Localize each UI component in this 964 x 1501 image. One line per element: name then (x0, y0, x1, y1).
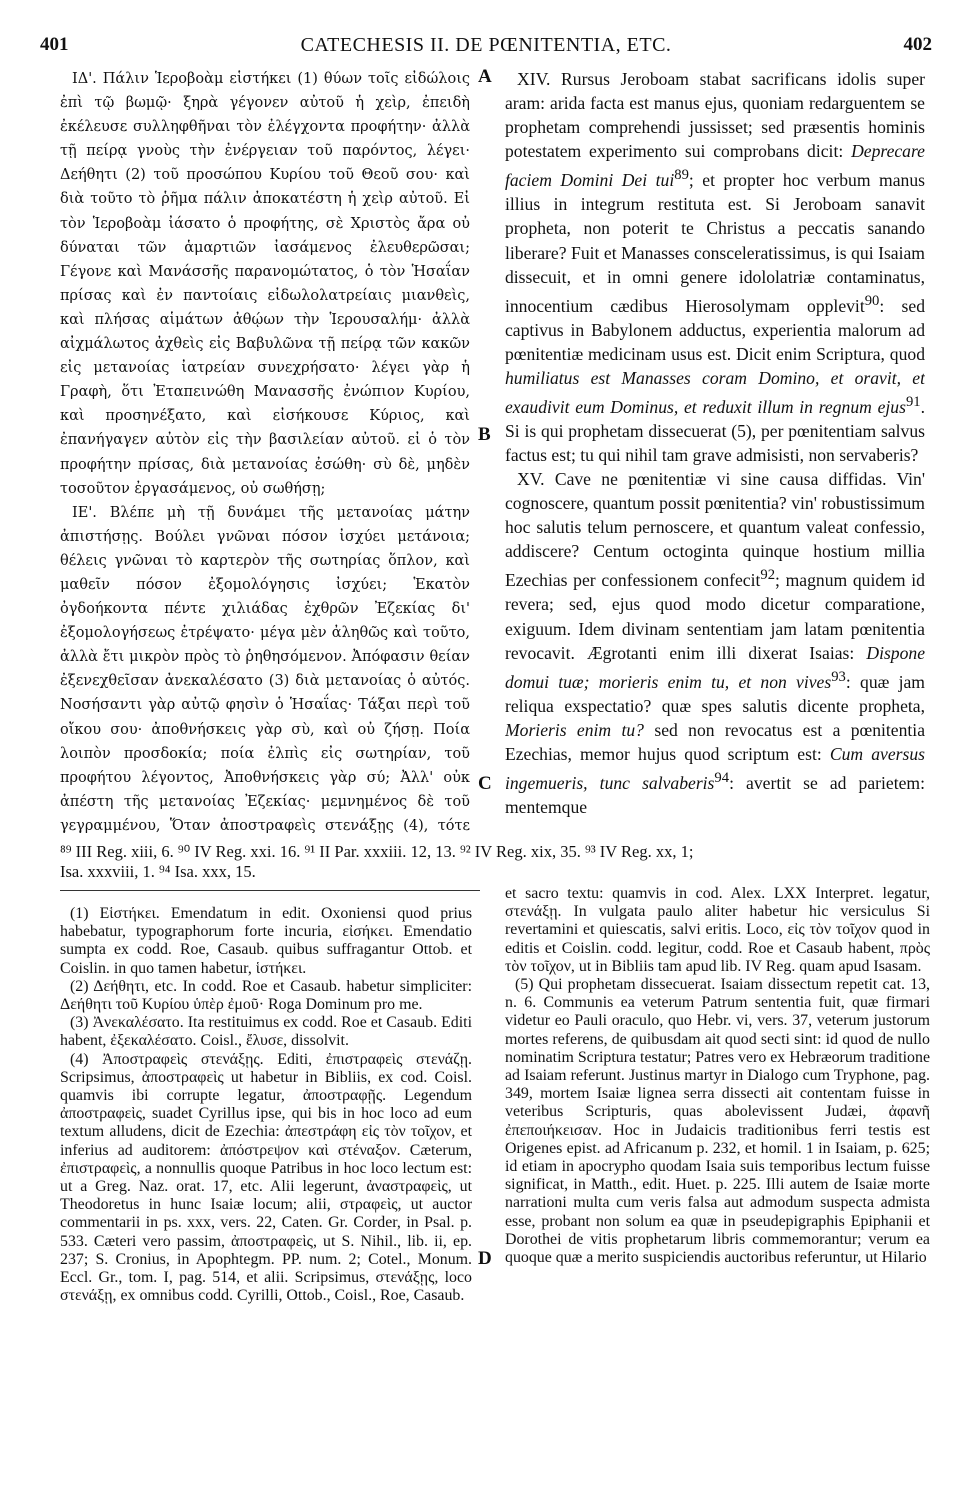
footnote-ref: 93 (831, 668, 846, 685)
scripture-references-line-1: ⁸⁹ III Reg. xiii, 6. ⁹⁰ IV Reg. xxi. 16. ⁹¹ II Par. xxxiii. 12, 13. ⁹² IV Reg. xix, 35. ⁹³ IV Reg. xx, 1; (60, 842, 694, 861)
footnotes-left-column (60, 905, 472, 1480)
margin-marker-a: A (478, 66, 492, 87)
latin-text: : avertit se ad parietem: mentemque (505, 772, 925, 817)
latin-text: XV. Cave ne pœnitentiæ vi sine causa diffidas. Vin' cognoscere, quantum possit pœnitentia? vin' robustissimum hoc salutis telum pernoscere, et quantum valeat confessio, addiscere? Centum octoginta quinque hostium millia Ezechias per confessionem confecit (505, 469, 925, 591)
greek-paragraph-14: ΙΔ'. Πάλιν Ἱεροβοὰμ εἱστήκει (1) θύων τοῖς εἰδώλοις ἐπὶ τῷ βωμῷ· ξηρὰ γέγονεν αὐτοῦ ἡ χεὶρ, ἐπειδὴ ἐκέλευσε συλληφθῆναι τὸν ἐλέγχοντα προφήτην· ἀλλὰ τῇ πείρᾳ γνοὺς τὴν ἐνέργειαν τοῦ παρόντος, λέγει· Δεήθητι (2) τοῦ προσώπου Κυρίου τοῦ Θεοῦ σου· καὶ διὰ τοῦτο τὸ ῥῆμα πάλιν ἀποκατέστη ἡ χεὶρ αὐτοῦ. Εἰ τὸν Ἱεροβοὰμ ἰάσατο ὁ προφήτης, σὲ Χριστὸς ἄρα οὐ δύναται τῶν ἁμαρτιῶν ἰασάμενος ἐλευθερῶσαι; Γέγονε καὶ Μανάσσῆς παρανομώτατος, ὁ τὸν Ἡσαΐαν πρίσας καὶ ἐν παντοίαις εἰδωλολατρείαις μιανθεὶς, καὶ πλήσας αἱμάτων ἀθῴων τὴν Ἱερουσαλήμ· ἀλλὰ αἰχμάλωτος ἀχθεὶς εἰς Βαβυλῶνα τῇ πείρᾳ τῶν κακῶν εἰς μετανοίας ἰατρείαν συνεχρήσατο· λέγει γὰρ ἡ Γραφὴ, ὅτι Ἐταπεινώθη Μανασσῆς ἐνώπιον Κυρίου, καὶ προσηνέξατο, καὶ εἰσήκουσε Κύριος, καὶ ἐπανήγαγεν αὐτὸν εἰς τὴν βασιλείαν αὐτοῦ. εἰ ὁ τὸν προφήτην πρίσας, διὰ μετανοίας ἐσώθη· σὺ δὲ, μηδὲν τοσοῦτον ἐργασάμενος, οὐ σωθήσῃ; (60, 71, 470, 497)
footnote-2: (2) Δεήθητι, etc. In codd. Roe et Casaub. habetur simpliciter: Δεήθητι τοῦ Κυρίου ὑπὲρ ἐμοῦ· Roga Dominum pro me. (60, 977, 472, 1014)
latin-quote: Dispone domui tuæ; morieris enim tu, et non vives (505, 642, 925, 692)
footnote-ref: 90 (864, 292, 880, 309)
latin-quote: Cum aversus ingemueris, tunc salvaberis (505, 743, 925, 793)
footnote-ref: 94 (714, 769, 730, 786)
latin-text: XIV. Rursus Jeroboam stabat sacrificans idolis super aram: arida facta est manus ejus, quoniam redarguentem se prophetam comprehendi jussisset; sed præsentis hominis potestatem experimento sui comprobans dicit: (505, 69, 925, 162)
footnote-ref: 91 (905, 393, 921, 410)
margin-marker-d: D (478, 1248, 492, 1269)
latin-text: ; magnum quidem id revera; sed, ejus quod modo dicetur comparatione, exiguum. Idem divinam sententiam jam latam pœnitentia revocavit. Ægrotanti enim illi dixerat Isaias: (505, 570, 925, 663)
footnote-ref: 92 (760, 567, 776, 584)
greek-text-column (60, 67, 470, 835)
notes-divider (60, 890, 480, 891)
latin-quote: humiliatus est Manasses coram Domino, et oravit, et exaudivit eum Dominus, et reduxit illum in regnum ejus (505, 367, 925, 417)
footnote-4: (4) Ἀποστραφεὶς στενάξῃς. Editi, ἐπιστραφεὶς στενάζῃ. Scripsimus, ἀποστραφεὶς ut habetur in Bibliis, ex cod. Coisl. quamvis ibi corrupte legatur, ἀποστραφῇς. Legendum ἀποστραφεὶς, suadet Cyrillus ipse, qui bis in hoc loco ad eum textum alludens, dicit de Ezechia: ἀπεστράφη εἰς τὸν τοῖχον, et inferius ad auditorem: ἀπόστρεψον καὶ στέναξον. Cæterum, ἐπιστραφεὶς, a nonnullis quoque Patribus in hoc loco lectum est: ut a Greg. Naz. orat. 17, etc. Alii legerunt, ἀναστραφεὶς, ut Theodoretus in hunc Isaiæ locum; alii, στραφεὶς, ut auctor commentarii in ps. xxx, vers. 22, Caten. Gr. Corder, in Psal. p. 533. Cæteri vero passim, ἀποστραφεὶς, ut S. Nihil., lib. ii, ep. 237; S. Cronius, in Apophtegm. PP. num. 2; Cotel., Monum. Eccl. Gr., tom. I, pag. 514, et alii. Scripsimus, στενάξῃς, loco στενάξῃ, ex omnibus codd. Cyrilli, Ottob., Coisl., Roe, Casaub. (60, 1050, 472, 1305)
page-number-right: 402 (903, 34, 932, 55)
latin-paragraph-14 (505, 67, 925, 467)
latin-quote: Morieris enim tu? (505, 719, 644, 740)
running-title: CATECHESIS II. DE PŒNITENTIA, ETC. (300, 34, 672, 56)
footnote-3: (3) Ἀνεκαλέσατο. Ita restituimus ex codd. Roe et Casaub. Editi habent, ἐξεκαλέσατο. Coisl., ἔλυσε, dissolvit. (60, 1014, 472, 1050)
footnote-5: (5) Qui prophetam dissecuerat. Isaiam dissectum repetit cat. 13, n. 6. Communis ea veterum Patrum sententia fuit, quæ firmari videtur eo Pauli oraculo, quo Hebr. vi, vers. 37, veterum justorum mortes referens, de quibusdam ait quod secti sint: id quod de nullo nominatim Scriptura testatur; Patres vero ex Hebræorum traditione ad Isaiam referunt. Justinus martyr in Dialogo cum Tryphone, pag. 349, mortem Isaiæ lignea serra dissecti ait contentam fuisse in veteribus Scripturis, quas abolevissent Judæi, ἀφανῆ ἐπεποιήκεισαν. Hoc in Judaicis traditionibus ferri testis est Origenes epist. ad Africanum p. 232, et homil. 1 in Isaiam, p. 625; id etiam in apocrypho quodam Isaia suis temporibus lectum fuisse significat, in Matth., edit. Huet. p. 225. Illi autem de Isaiæ morte narrationi multa cum veris falsa aut admodum suspecta admista esse, probant non solum ea quæ in pseudepigraphis Epiphanii et Dorothei de vitis prophetarum libris commemorantur; verum ea quoque quæ a merito suspiciendis auctoribus referuntur, ut Hilario (505, 976, 930, 1267)
latin-text: sed non revocatus est a pœnitentia Ezechias, memor hujus quod scriptum est: (505, 719, 925, 764)
scripture-references (60, 842, 930, 882)
footnote-4-continued: et sacro textu: quamvis in cod. Alex. LXX Interpret. legatur, στενάξῃ. In vulgata paulo aliter habetur hic versiculus Si revertamini et quiescatis, salvi eritis. Loco, εἰς τὸν τοῖχον quod in editis et Coislin. codd. legitur, codd. Roe et Casaub habent, πρὸς τὸν τοῖχον, ut in Bibliis tam apud lib. IV Reg. quam apud Isasam. (505, 885, 930, 975)
footnote-1: (1) Εἱστήκει. Emendatum in edit. Oxoniensi quod prius habebatur, typographorum forte incuria, εἰσήκει. Emendatio sumpta ex codd. Roe, Casaub. quibus suffragantur Ottob. et Coislin. in quo tamen habetur, ἱστήκει. (60, 905, 472, 977)
latin-text: : quæ jam reliqua exspectatio? quæ spes salutis dicente propheta, (505, 671, 925, 716)
footnotes-right-column (505, 885, 930, 1485)
margin-marker-b: B (478, 424, 491, 445)
page-number-left: 401 (40, 34, 69, 55)
latin-text: : sed captivus in Babylonem adductus, experientia malorum ad pœnitentiæ medicinam usus est. Dicit enim Scriptura, quod (505, 295, 925, 364)
footnote-ref: 89 (674, 167, 689, 184)
latin-paragraph-15 (505, 467, 925, 819)
latin-text: . Si is qui prophetam dissecuerat (5), per pœnitentiam salvus factus est; tu qui nihil tam grave admisisti, non servaberis? (505, 396, 925, 465)
latin-text: ; et propter hoc verbum manus illius in integrum restituta est. Si Jeroboam sanavit propheta, non poterit te Christus a peccatis sanando liberare? Fuit et Manasses consceleratissimus, is qui Isaiam dissecuit, et in omni genere idololatriæ contaminatus, innocentium cædibus Hierosolymam opplevit (505, 170, 925, 316)
scripture-references-line-2: Isa. xxxviii, 1. ⁹⁴ Isa. xxx, 15. (60, 862, 256, 881)
margin-marker-c: C (478, 773, 492, 794)
latin-text-column (505, 67, 925, 835)
greek-paragraph-15: ΙΕ'. Βλέπε μὴ τῇ δυνάμει τῆς μετανοίας μάτην ἀπιστήσῃς. Βούλει γνῶναι πόσον ἰσχύει μετάνοια; θέλεις γνῶναι τὸ καρτερὸν τῆς σωτηρίας ὅπλον, καὶ μαθεῖν πόσον ἐξομολόγησις ἰσχύει; Ἑκατὸν ὀγδοήκοντα πέντε χιλιάδας ἐχθρῶν Ἐζεκίας δι' ἐξομολογήσεως ἐτρέψατο· μέγα μὲν ἀληθῶς καὶ τοῦτο, ἀλλὰ ἔτι μικρὸν πρὸς τὸ ῥηθησόμενον. Ἀπόφασιν θείαν ἐξενεχθεῖσαν ἀνεκαλέσατο (3) διὰ μετανοίας ὁ αὐτός. Νοσήσαντι γὰρ αὐτῷ φησὶν ὁ Ἡσαΐας· Τάξαι περὶ τοῦ οἴκου σου· ἀποθνήσκεις γὰρ σὺ, καὶ οὐ ζήσῃ. Ποία λοιπὸν προσδοκία; ποία ἐλπὶς εἰς σωτηρίαν, τοῦ προφήτου λέγοντος, Ἀποθνήσκεις γὰρ σύ; Ἀλλ' οὐκ ἀπέστη τῆς μετανοίας Ἐζεκίας· μεμνημένος δὲ τοῦ γεγραμμένου, Ὅταν ἀποστραφεὶς στενάξῃς (4), τότε (60, 504, 470, 834)
latin-quote: Deprecare faciem Domini Dei tui (505, 141, 925, 191)
page-header (40, 34, 932, 60)
